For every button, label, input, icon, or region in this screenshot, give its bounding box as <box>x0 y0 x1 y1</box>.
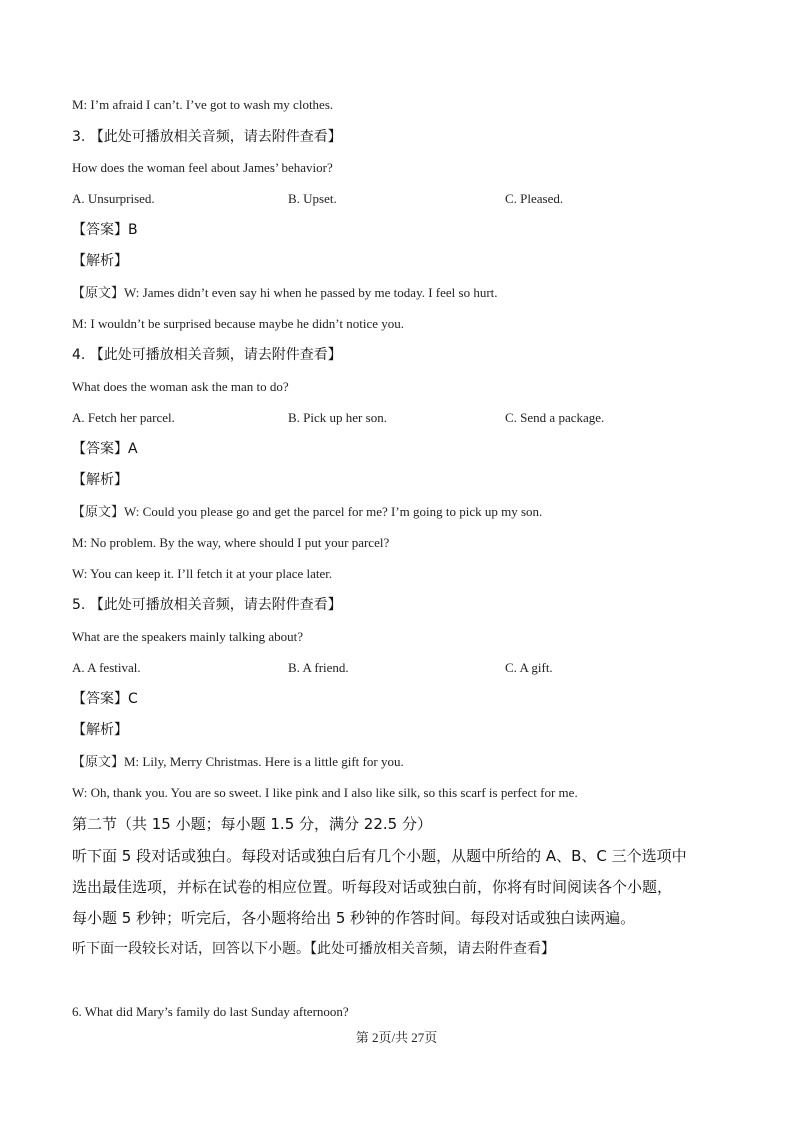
question-5-option-b: B. A friend. <box>288 660 349 675</box>
instructions-line-1: 听下面 5 段对话或独白。每段对话或独白后有几个小题，从题中所给的 A、B、C 三个选项中 <box>72 847 687 865</box>
question-3-text: How does the woman feel about James’ behavior? <box>72 160 333 175</box>
question-4-transcript-line-1: 【原文】W: Could you please go and get the parcel for me? I’m going to pick up my son. <box>72 504 543 519</box>
question-4-option-c: C. Send a package. <box>505 410 605 425</box>
question-4-option-b: B. Pick up her son. <box>288 410 387 425</box>
instructions-line-3: 每小题 5 秒钟；听完后，各小题将给出 5 秒钟的作答时间。每段对话或独白读两遍。 <box>72 909 636 927</box>
question-4-analysis-label: 【解析】 <box>72 472 128 488</box>
question-3-transcript-line-1: 【原文】W: James didn’t even say hi when he passed by me today. I feel so hurt. <box>72 285 498 300</box>
question-4-answer: 【答案】A <box>72 441 138 457</box>
question-5-analysis-label: 【解析】 <box>72 722 128 738</box>
page-number: 第 2页/共 27页 <box>355 1030 438 1045</box>
dialogue-line: M: I’m afraid I can’t. I’ve got to wash my clothes. <box>72 97 334 112</box>
question-3-option-b: B. Upset. <box>288 191 337 206</box>
instructions-line-4: 听下面一段较长对话，回答以下小题。【此处可播放相关音频，请去附件查看】 <box>72 941 555 957</box>
question-5-answer: 【答案】C <box>72 691 138 707</box>
question-6-text: 6. What did Mary’s family do last Sunday afternoon? <box>72 1004 349 1019</box>
question-4-transcript-line-2: M: No problem. By the way, where should I put your parcel? <box>72 535 390 550</box>
question-4-title: 4. 【此处可播放相关音频，请去附件查看】 <box>72 347 342 363</box>
question-3-option-c: C. Pleased. <box>505 191 564 206</box>
question-3-option-a: A. Unsurprised. <box>72 191 155 206</box>
question-3-analysis-label: 【解析】 <box>72 253 128 269</box>
question-3-title: 3. 【此处可播放相关音频，请去附件查看】 <box>72 129 342 145</box>
question-5-option-c: C. A gift. <box>505 660 553 675</box>
question-4-option-a: A. Fetch her parcel. <box>72 410 175 425</box>
question-5-transcript-line-2: W: Oh, thank you. You are so sweet. I like pink and I also like silk, so this scarf is perfect for me. <box>72 785 578 800</box>
question-5-option-a: A. A festival. <box>72 660 141 675</box>
question-4-text: What does the woman ask the man to do? <box>72 379 289 394</box>
question-3-answer: 【答案】B <box>72 222 138 238</box>
instructions-line-2: 选出最佳选项，并标在试卷的相应位置。听每段对话或独白前，你将有时间阅读各个小题， <box>72 878 673 896</box>
question-5-transcript-line-1: 【原文】M: Lily, Merry Christmas. Here is a little gift for you. <box>72 754 404 769</box>
question-3-transcript-line-2: M: I wouldn’t be surprised because maybe he didn’t notice you. <box>72 316 405 331</box>
question-4-transcript-line-3: W: You can keep it. I’ll fetch it at your place later. <box>72 566 333 581</box>
section-title: 第二节（共 15 小题；每小题 1.5 分，满分 22.5 分） <box>72 815 432 833</box>
question-5-title: 5. 【此处可播放相关音频，请去附件查看】 <box>72 597 342 613</box>
question-5-text: What are the speakers mainly talking about? <box>72 629 304 644</box>
